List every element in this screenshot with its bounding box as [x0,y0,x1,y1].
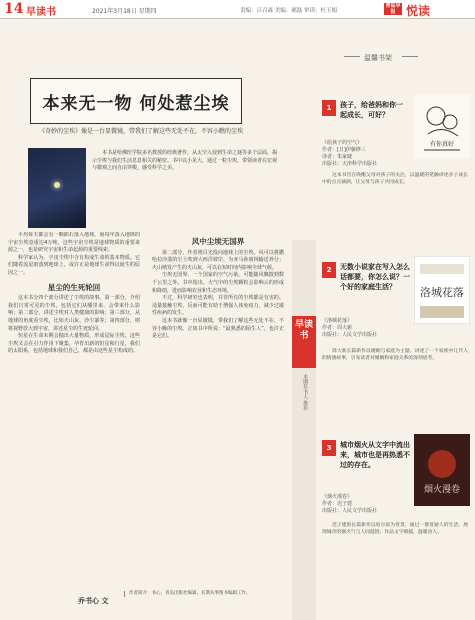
card-heading: 无数小说家在写入怎么话都要，你怎么说？一个好的家庭生活？ [340,263,410,291]
recommend-title: 温馨书架 [364,54,392,62]
divider [402,56,418,57]
section-heading: 风中尘埃无国界 [191,237,245,246]
feature-title-box [30,78,242,124]
feature-subtitle: 《奇妙的尘埃》像是一台显微镜，带我们了解这些无处不在，不容小瞧的尘埃 [38,128,243,135]
feature-title: 本来无一物 何处惹尘埃 [42,94,230,114]
feature-article [8,22,288,614]
star-glow-icon [54,182,60,188]
author-bio: 作者简介：书心，青岛出版社编辑，长期从事图书编辑工作。 [124,591,289,597]
card-heading: 孩子，给爸妈和你一起成长，可好？ [340,101,403,119]
book-cover-image [414,434,470,506]
brand-name: 悦读 [406,4,431,18]
card-meta: 《给孩子的空气》 作者：[日]伊藤修三 译者：朱家婕 出版社：天津科学出版社 [322,140,378,167]
strip-tag: 早读书 [292,316,316,368]
paragraph: 恒星在生命末期会抛出大量物质，形成星际尘埃。这些尘埃又会在引力作用下聚集，孕育出新的恒星和行星。我们的太阳系，包括地球和我们自己，都是由这些星尘构成的。 [8,333,140,355]
editor-credits: 责编：吕召森 美编：郝磊 审读：杜玉娟 [240,8,337,14]
article-column-1 [8,232,140,614]
card-body: 周大新长篇新作以婚姻与家庭为主题，讲述了一个家族中几代人的情感故事，引发读者对婚姻和家庭关系的深刻思考。 [322,349,468,362]
card-body: 迟子建的长篇新作以哈尔滨为背景，通过一群普通人的生活，展现城市的烟火气与人间温情。作品文字细腻，温暖动人。 [322,523,468,536]
brand-logo: 青岛早报 [385,3,401,15]
article-column-2 [152,232,284,614]
book-cover-image [414,256,470,324]
paragraph: 平均每天都会有一颗陨石落入地球，而每年落入地球的宇宙尘埃竟重达4万吨。这些宇宙尘埃是地球物质的重要来源之一，也是研究宇宙和生命起源的重要线索。 [8,232,140,254]
card-badge: 3 [322,440,336,456]
paragraph: 尘埃无国界。一个国家的空气污染，可能随风飘散到数千公里之外。书中指出，大气中的尘埃颗粒会影响云的形成和降雨，进而影响农业和生态环境。 [152,272,284,294]
paragraph: 第二部分，作者将目光投向地球上的尘埃。风可以将撒哈拉沙漠的尘土吹到大西洋彼岸，为亚马孙雨林输送养分；火山喷发产生的火山灰，可以在短时间内影响全球气候。 [152,249,284,271]
strip-vertical-text: 本期荐书人 推荐 [302,374,308,411]
divider [344,56,360,57]
author-signature: 乔书心 文 [78,597,109,605]
paragraph: 这本书就像一台显微镜，带我们了解这些无处不在、不容小瞧的尘埃。正如书中所说：“最熟悉的陌生人”，也许正是它们。 [152,317,284,340]
paragraph: 科学家认为，宇宙尘埃中含有构成生命的基本物质。它们随着流星雨落到地球上，或许正是地球生命得以诞生的原因之一。 [8,254,140,276]
section-heading: 星尘的生死轮回 [47,282,101,292]
card-meta: 《烟火漫卷》 作者：迟子建 出版社：人民文学出版社 [322,494,378,514]
cover-title: 烟火漫卷 [423,485,461,495]
section-name: 早读书 [26,7,56,18]
card-meta: 《洛城花落》 作者：周大新 出版社：人民文学出版社 [322,318,378,338]
card-body: 这本书旨在唤醒父母对孩子的关注，以温暖的笔触讲述亲子成长中的点点滴滴，让父母与孩子共同成长。 [322,173,468,186]
page-header [0,0,475,19]
cover-title: 洛城花落 [420,286,464,299]
feature-intro: 本书是哈佛医学院多名教授的经典著作，从太空入侵到生命之谜等多个层面，揭示尘埃与我们生活息息相关的秘密。书中以小见大，通过一粒尘埃，带领读者在宏观与微观之间自由穿梭，感受科学之美。 [92,150,278,172]
issue-date: 2021年3月18日 星期四 [92,8,157,15]
paragraph: 这本书分四个部分讲述了尘埃的故事。第一部分，介绍我们日常可见的尘埃，包括它们从哪里来、会带来什么影响；第二部分，讲述尘埃对人类健康的影响；第三部分，从地球的角度看尘埃，比如火山灰、沙尘暴等；第四部分，则将视野放大到宇宙，讲述星尘的生死轮回。 [8,295,140,332]
book-illustration-image [414,94,470,158]
illustration-label: 有你真好 [429,141,455,148]
paragraph: 不过，科学研究也表明，并非所有的尘埃都是有害的。适量接触尘埃，反而可能有助于增强人体免疫力，减少过敏性疾病的发生。 [152,295,284,317]
page-number: 14 [4,1,24,17]
side-strip [292,240,316,620]
card-badge: 1 [322,100,336,116]
card-badge: 2 [322,262,336,278]
book-cover-image [28,148,86,228]
card-heading: 城市烟火从文字中流出来，城市也是再热悉不过的存在。 [340,441,410,469]
